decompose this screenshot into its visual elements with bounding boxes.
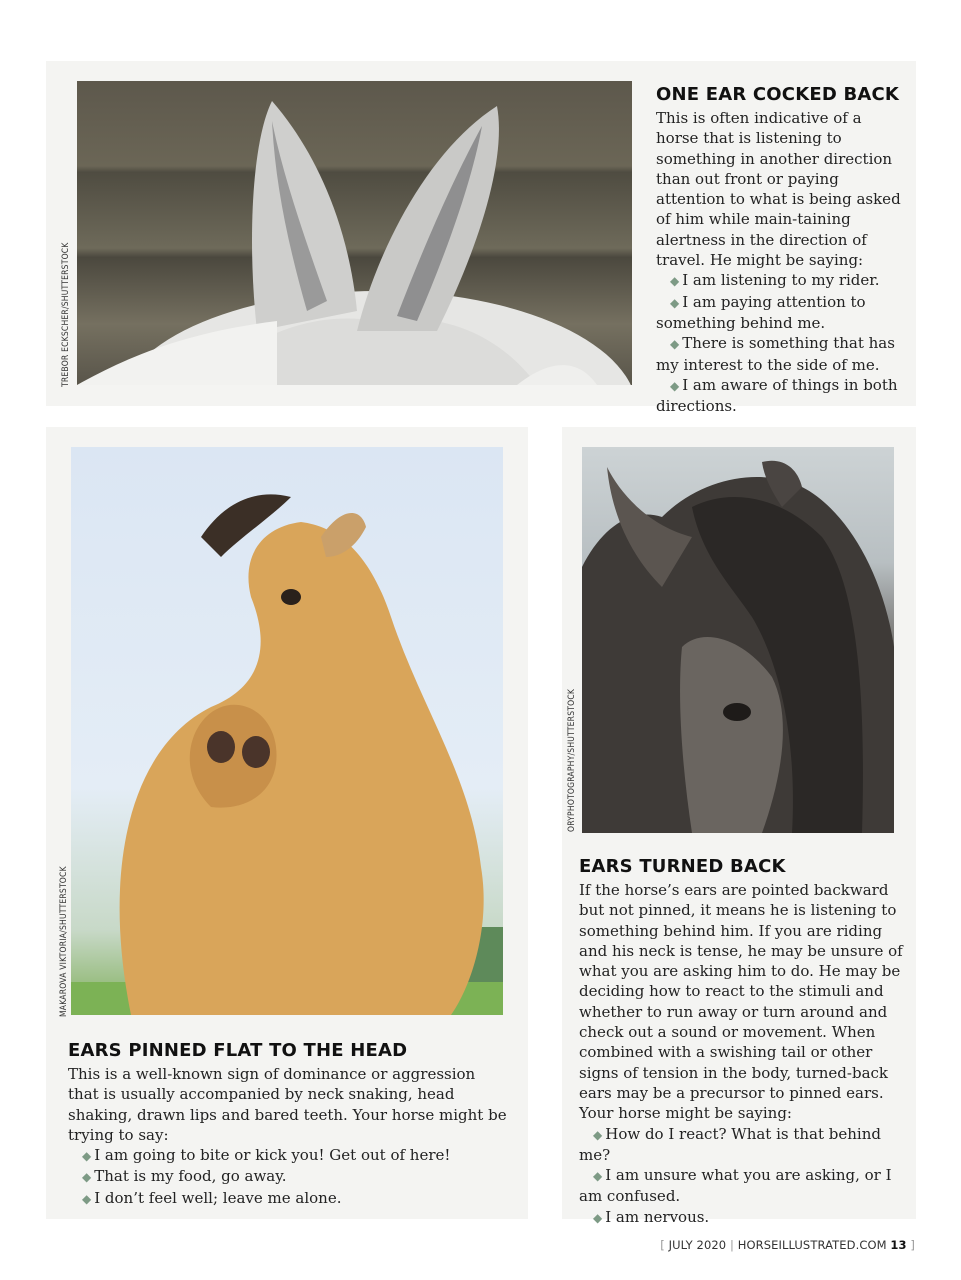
bullet-text: I am nervous. [605, 1207, 710, 1226]
footer-site: HORSEILLUSTRATED.COM [737, 1238, 887, 1252]
section-heading: EARS TURNED BACK [579, 856, 786, 877]
diamond-bullet-icon: ◆ [670, 378, 680, 393]
bullet-item [579, 1124, 909, 1166]
footer-open-bracket: [ [660, 1238, 665, 1252]
diamond-bullet-icon: ◆ [593, 1169, 603, 1184]
diamond-bullet-icon: ◆ [593, 1127, 603, 1142]
bullet-text: I am listening to my rider. [682, 271, 880, 290]
diamond-bullet-icon: ◆ [82, 1149, 92, 1164]
bullet-item [656, 333, 906, 375]
section-heading: ONE EAR COCKED BACK [656, 84, 900, 105]
footer-close-bracket: ] [910, 1238, 915, 1252]
footer-separator: | [729, 1238, 734, 1252]
diamond-bullet-icon: ◆ [82, 1191, 92, 1206]
bullet-item [68, 1145, 508, 1166]
bullet-text: How do I react? What is that behind me? [579, 1124, 881, 1164]
bullet-item [656, 292, 906, 334]
photo-dark-horse-forelock [582, 447, 894, 833]
bullet-text: That is my food, go away. [94, 1167, 287, 1186]
photo-credit: MAKAROVA VIKTORIA/SHUTTERSTOCK [59, 866, 69, 1017]
section-ears-pinned-flat [68, 1040, 508, 1209]
bullet-item [579, 1165, 909, 1207]
photo-credit: TREBOR ECKSCHER/SHUTTERSTOCK [61, 242, 71, 387]
diamond-bullet-icon: ◆ [670, 295, 680, 310]
section-intro: This is often indicative of a horse that is listening to something in another direction than out front or paying attention to what is being asked of him while main-taining alertness in the direction of travel. He might be saying: [656, 109, 901, 270]
bullet-item [68, 1166, 508, 1187]
photo-credit: ORYPHOTOGRAPHY/SHUTTERSTOCK [567, 688, 577, 832]
diamond-bullet-icon: ◆ [670, 274, 680, 289]
footer-date: JULY 2020 [668, 1238, 727, 1252]
section-ears-turned-back [579, 856, 909, 1228]
section-intro: This is a well-known sign of dominance or aggression that is usually accompanied by neck snaking, head shaking, drawn lips and bared teeth. Your horse might be trying to say: [68, 1065, 507, 1144]
bullet-item [656, 270, 906, 291]
section-heading: EARS PINNED FLAT TO THE HEAD [68, 1040, 408, 1061]
bullet-item [579, 1207, 909, 1228]
photo-palomino-horse [71, 447, 503, 1015]
diamond-bullet-icon: ◆ [593, 1210, 603, 1225]
bullet-text: I am aware of things in both directions. [656, 375, 898, 416]
diamond-bullet-icon: ◆ [82, 1170, 92, 1185]
photo-grey-horse-ears [77, 81, 632, 385]
bullet-text: I am paying attention to something behind me. [656, 292, 866, 332]
section-intro: If the horse’s ears are pointed backward but not pinned, it means he is listening to something behind him. If you are riding and his neck is tense, he may be unsure of what you are asking him to do. He may be deciding how to react to the stimuli and whether to run away or turn around and check out a sound or movement. When combined with a swishing tail or other signs of tension in the body, turned-back ears may be a precursor to pinned ears. Your horse might be saying: [579, 881, 903, 1123]
bullet-text: I don’t feel well; leave me alone. [94, 1188, 342, 1207]
bullet-text: There is something that has my interest to the side of me. [656, 334, 895, 374]
bullet-item [656, 375, 906, 417]
bullet-text: I am going to bite or kick you! Get out of here! [94, 1146, 451, 1165]
bullet-text: I am unsure what you are asking, or I am confused. [579, 1166, 892, 1206]
section-one-ear-cocked-back [656, 84, 906, 416]
diamond-bullet-icon: ◆ [670, 337, 680, 352]
page-number: 13 [890, 1238, 907, 1252]
bullet-item [68, 1188, 508, 1209]
page-footer [660, 1238, 915, 1252]
